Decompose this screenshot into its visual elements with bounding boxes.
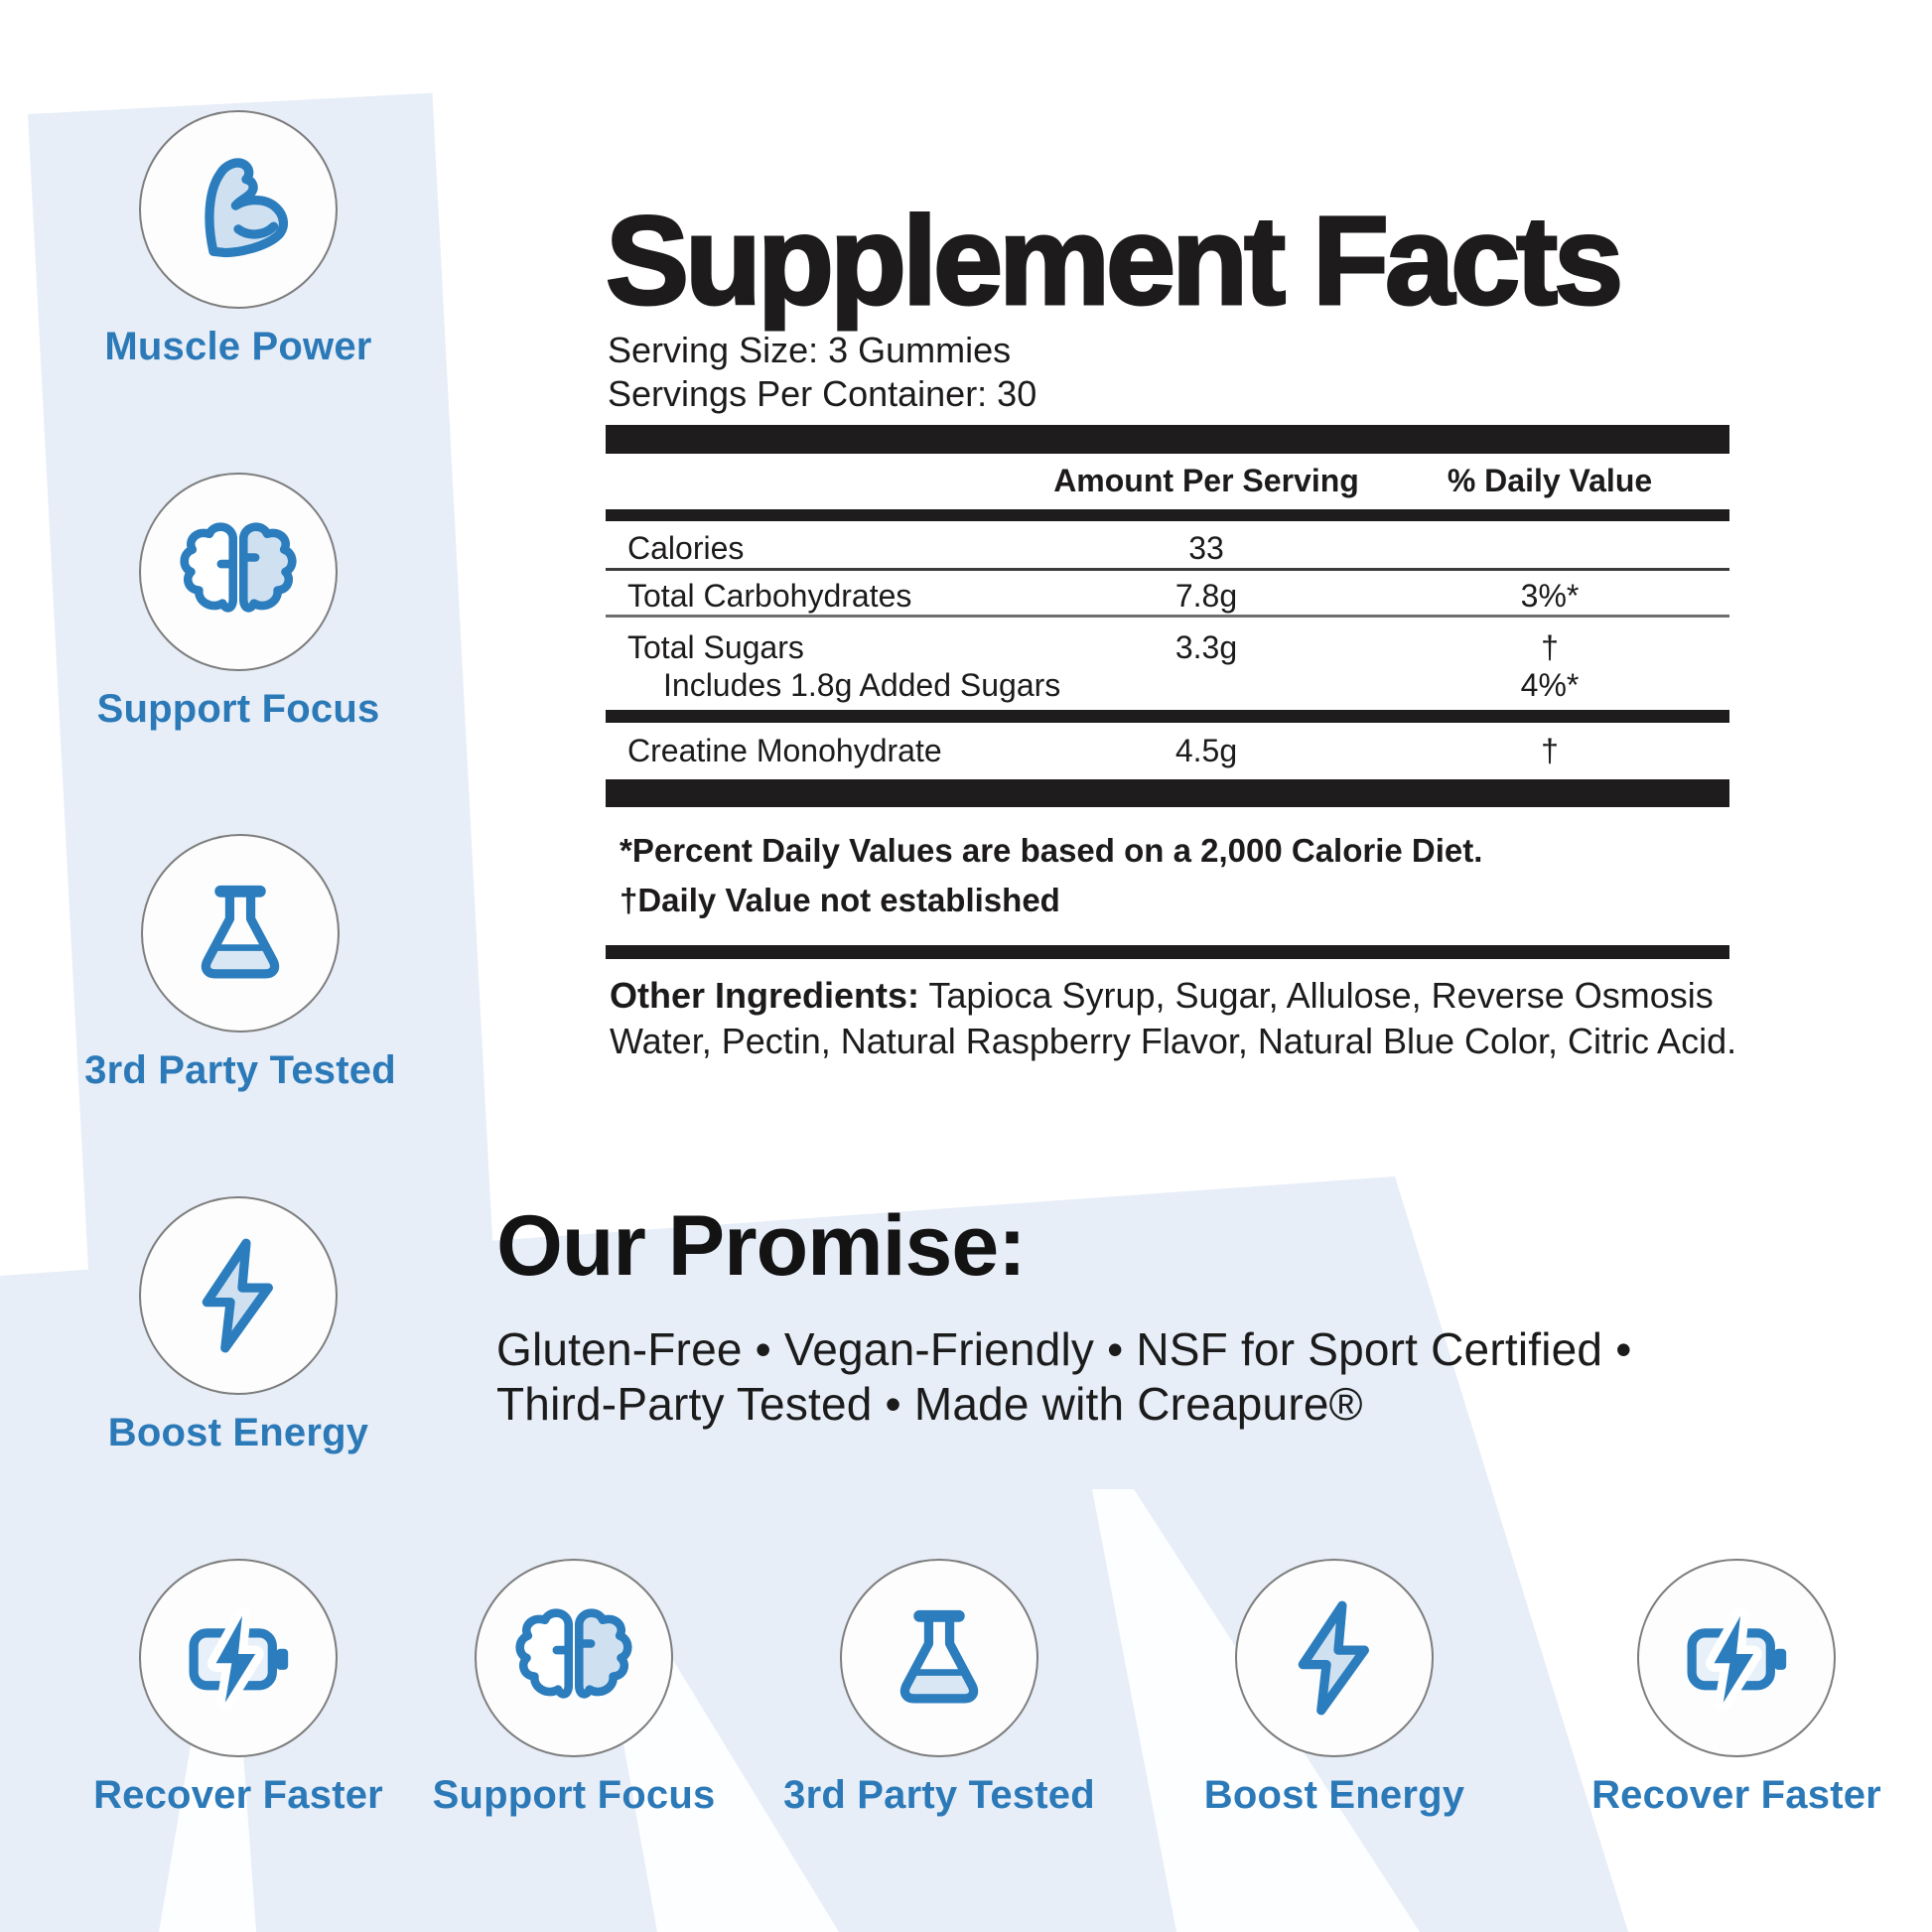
promise-heading: Our Promise: xyxy=(496,1198,1026,1294)
facts-header-row xyxy=(606,461,1729,500)
divider-thick xyxy=(606,425,1729,454)
lightning-icon xyxy=(139,1196,338,1395)
badge-recover-faster xyxy=(1578,1559,1895,1817)
badge-muscle-power xyxy=(79,110,397,368)
battery-charging-icon xyxy=(139,1559,338,1757)
badge-label: Boost Energy xyxy=(107,1411,369,1454)
divider-medium xyxy=(606,509,1729,521)
badge-boost-energy xyxy=(1175,1559,1493,1817)
divider-thick xyxy=(606,779,1729,807)
divider-thin xyxy=(606,568,1729,571)
footnote-dagger: †Daily Value not established xyxy=(620,882,1060,918)
facts-title: Supplement Facts xyxy=(606,191,1620,331)
facts-row-creatine: Creatine Monohydrate 4.5g † xyxy=(627,732,1559,768)
badge-label: Support Focus xyxy=(432,1773,716,1817)
badge-boost-energy xyxy=(79,1196,397,1454)
serving-size: Serving Size: 3 Gummies xyxy=(608,330,1012,370)
other-ingredients-text: Tapioca Syrup, Sugar, Allulose, Reverse Osmosis Water, Pectin, Natural Raspberry Flavor, Natural Blue Color, Citric Acid. xyxy=(610,975,1737,1061)
facts-row-calories: Calories 33 xyxy=(627,529,1224,566)
badge-support-focus xyxy=(79,473,397,731)
badge-label: 3rd Party Tested xyxy=(783,1773,1095,1817)
promise-line-2: Third-Party Tested • Made with Creapure® xyxy=(496,1378,1363,1430)
badge-support-focus xyxy=(415,1559,733,1817)
battery-charging-icon xyxy=(1637,1559,1836,1757)
badge-label: Muscle Power xyxy=(104,325,372,368)
footnote-daily-values: *Percent Daily Values are based on a 2,000 Calorie Diet. xyxy=(620,832,1483,869)
badge-label: 3rd Party Tested xyxy=(84,1048,396,1092)
badge-3rd-party-tested xyxy=(780,1559,1098,1817)
lightning-icon xyxy=(1235,1559,1434,1757)
badge-3rd-party-tested xyxy=(81,834,399,1092)
badge-label: Support Focus xyxy=(96,687,380,731)
flask-icon xyxy=(840,1559,1038,1757)
facts-row-added-sugars: Includes 1.8g Added Sugars 4%* xyxy=(663,666,1580,703)
badge-recover-faster xyxy=(79,1559,397,1817)
facts-row-carbohydrates: Total Carbohydrates 7.8g 3%* xyxy=(627,577,1580,614)
divider-medium xyxy=(606,945,1729,959)
badge-label: Boost Energy xyxy=(1203,1773,1465,1817)
servings-per-container: Servings Per Container: 30 xyxy=(608,373,1037,414)
brain-icon xyxy=(139,473,338,671)
other-ingredients xyxy=(610,973,1746,1064)
muscle-icon xyxy=(139,110,338,309)
col-amount-per-serving: Amount Per Serving xyxy=(1053,462,1359,498)
promise-line-1: Gluten-Free • Vegan-Friendly • NSF for Sport Certified • xyxy=(496,1323,1632,1375)
facts-row-total-sugars: Total Sugars 3.3g † xyxy=(627,628,1559,665)
badge-label: Recover Faster xyxy=(93,1773,383,1817)
divider-thin xyxy=(606,615,1729,618)
flask-icon xyxy=(141,834,340,1033)
col-daily-value: % Daily Value xyxy=(1447,462,1653,498)
divider-medium xyxy=(606,710,1729,723)
other-ingredients-label: Other Ingredients: xyxy=(610,975,920,1016)
badge-label: Recover Faster xyxy=(1591,1773,1881,1817)
brain-icon xyxy=(475,1559,673,1757)
